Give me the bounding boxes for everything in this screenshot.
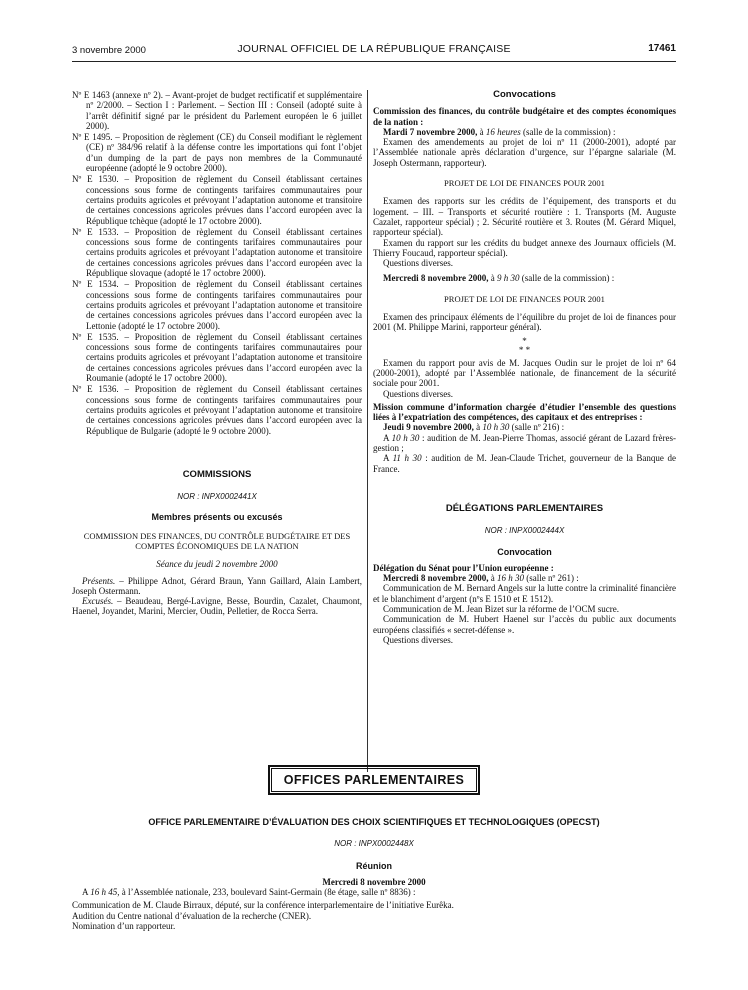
reunion-heading: Réunion <box>356 860 392 871</box>
left-column <box>72 90 362 617</box>
delegations-nor: NOR : INPX0002444X <box>484 526 565 536</box>
delegation-date: Mercredi 8 novembre 2000, <box>383 573 489 584</box>
mardi-a: à <box>477 126 486 137</box>
eu-document-item: Nº E 1530. – Proposition de règlement du Conseil établissant certaines concessions sous forme de contingents tarifaires communautaires pour certains produits agricoles et prévoyant l’adaptation autonome et transitoire de certaines concessions agricoles prévues dans l’accord européen avec la République tchèque (adopté le 17 octobre 2000). <box>72 174 362 226</box>
plf2-agenda: Examen des principaux éléments de l’équilibre du projet de loi de finances pour 2001 (M. Philippe Marini, rapporteur général). <box>373 312 676 333</box>
audition-1-prefix: A <box>383 432 392 443</box>
mercredi-room: (salle de la commission) : <box>519 273 615 284</box>
header-page-number: 17461 <box>648 43 676 54</box>
jeudi-time: 10 h 30 <box>482 422 510 433</box>
eu-document-item: Nº E 1535. – Proposition de règlement du Conseil établissant certaines concessions sous forme de contingents tarifaires communautaires pour certains produits agricoles et prévoyant l’adaptation autonome et transitoire de certaines concessions agricoles prévues dans l’accord européen avec la Roumanie (adopté le 17 octobre 2000). <box>72 331 362 384</box>
reunion-address: à l’Assemblée nationale, 233, boulevard Saint-Germain (8e étage, salle nº 8836) : <box>119 887 416 898</box>
opecst-section <box>72 817 676 931</box>
mardi-time: 16 heures <box>485 126 521 137</box>
header-date: 3 novembre 2000 <box>72 45 146 56</box>
plf1-agenda-2: Examen du rapport sur les crédits du budget annexe des Journaux officiels (M. Thierry Foucaud, rapporteur spécial). <box>373 237 676 258</box>
finance-commission-title: Commission des finances, du contrôle budgétaire et des comptes économiques de la nation : <box>373 106 676 127</box>
plf1-agenda-1: Examen des rapports sur les crédits de l’équipement, des transports et du logement. – III. – Transports et sécurité routière : 1. Transports (M. Auguste Cazalet, rapporteur spécial) ; 2. Sécurité routière et 3. Routes (M. Gérard Miquel, rapporteur spécial). <box>373 196 676 238</box>
communication-bizet: Communication de M. Jean Bizet sur la réforme de l’OCM sucre. <box>383 603 619 614</box>
offices-box <box>268 765 481 795</box>
mercredi-date: Mercredi 8 novembre 2000, <box>383 273 489 284</box>
opecst-agenda-2: Audition du Centre national d’évaluation de la recherche (CNER). <box>72 910 312 921</box>
opecst-nor: NOR : INPX0002448X <box>334 839 414 849</box>
audition-2-prefix: A <box>383 453 393 464</box>
delegation-session <box>373 573 676 583</box>
audition-1-time: 10 h 30 <box>391 432 420 443</box>
delegation-time: 16 h 30 <box>496 573 524 584</box>
presents-names: – Philippe Adnot, Gérard Braun, Yann Gaillard, Alain Lambert, Joseph Ostermann. <box>72 575 362 596</box>
delegations-heading: DÉLÉGATIONS PARLEMENTAIRES <box>445 502 604 514</box>
plf-heading-2: PROJET DE LOI DE FINANCES POUR 2001 <box>444 293 605 304</box>
presents-paragraph <box>72 576 362 597</box>
questions-diverses-2: Questions diverses. <box>383 388 453 399</box>
communication-haenel: Communication de M. Hubert Haenel sur l’accès du public aux documents européens classifiés « secret-défense ». <box>373 614 676 635</box>
mardi-agenda: Examen des amendements au projet de loi nº 11 (2000-2001), adopté par l’Assemblée nationale après déclaration d’urgence, sur l’épargne salariale (M. Joseph Ostermann, rapporteur). <box>373 137 676 168</box>
offices-heading: OFFICES PARLEMENTAIRES <box>271 768 478 792</box>
page-header <box>72 42 676 58</box>
jeudi-session <box>373 422 676 432</box>
eu-document-item: Nº E 1533. – Proposition de règlement du Conseil établissant certaines concessions sous forme de contingents tarifaires communautaires pour certains produits agricoles et prévoyant l’adaptation autonome et transitoire de certaines concessions agricoles prévues dans l’accord européen avec la République slovaque (adopté le 17 octobre 2000). <box>72 226 362 279</box>
questions-diverses-3: Questions diverses. <box>383 634 453 645</box>
questions-diverses-1: Questions diverses. <box>383 258 453 269</box>
excuses-label: Excusés. <box>82 596 114 607</box>
offices-banner <box>0 765 748 795</box>
convocation-heading: Convocation <box>497 546 552 557</box>
jeudi-date: Jeudi 9 novembre 2000, <box>383 422 474 433</box>
right-column <box>373 90 676 645</box>
eu-document-list <box>72 90 362 436</box>
eu-document-item: Nº E 1495. – Proposition de règlement (CE) du Conseil modifiant le règlement (CE) nº 384/96 relatif à la défense contre les importations qui font l’objet d’un dumping de la part de pays non membres de la Communauté européenne (adopté le 9 octobre 2000). <box>72 132 362 174</box>
delegation-room: (salle nº 261) : <box>523 573 579 584</box>
jeudi-a: à <box>473 422 483 433</box>
opecst-agenda-1: Communication de M. Claude Birraux, député, sur la conférence interparlementaire de l’initiative Eurêka. <box>72 900 454 911</box>
presents-label: Présents. <box>82 575 116 586</box>
mercredi-a: à <box>488 273 497 284</box>
convocations-heading: Convocations <box>493 89 556 100</box>
mardi-session <box>373 127 676 137</box>
opecst-agenda-3: Nomination d’un rapporteur. <box>72 921 176 932</box>
mercredi-time: 9 h 30 <box>496 273 520 284</box>
delegation-a: à <box>488 573 497 584</box>
header-rule <box>72 61 676 62</box>
reunion-location <box>72 887 676 897</box>
excuses-names: – Beaudeau, Bergé-Lavigne, Besse, Bourdin, Cazalet, Chaumont, Haenel, Joyandet, Marini, Mercier, Oudin, Pelletier, de Rocca Serra. <box>72 596 362 617</box>
jeudi-room: (salle nº 216) : <box>509 422 565 433</box>
mardi-room: (salle de la commission) : <box>520 126 616 137</box>
eu-document-item: Nº E 1536. – Proposition de règlement du Conseil établissant certaines concessions sous forme de contingents tarifaires communautaires pour certains produits agricoles et prévoyant l’adaptation autonome et transitoire de certaines concessions agricoles prévues dans l’accord européen avec la République de Bulgarie (adopté le 9 octobre 2000). <box>72 384 362 436</box>
seance-date: Séance du jeudi 2 novembre 2000 <box>156 559 278 570</box>
column-divider <box>367 90 368 772</box>
audition-2-time: 11 h 30 <box>392 453 422 464</box>
header-journal-title: JOURNAL OFFICIEL DE LA RÉPUBLIQUE FRANÇAISE <box>237 43 511 55</box>
mission-title: Mission commune d’information chargée d’étudier l’ensemble des questions liées à l’expatriation des compétences, des capitaux et des entreprises : <box>373 401 676 423</box>
separator-star-bottom: * * <box>518 344 531 355</box>
audition-2-text: : audition de M. Jean-Claude Trichet, gouverneur de la Banque de France. <box>373 453 676 474</box>
audition-2 <box>373 453 676 474</box>
excuses-paragraph <box>72 596 362 617</box>
oudin-agenda: Examen du rapport pour avis de M. Jacques Oudin sur le projet de loi nº 64 (2000-2001), adopté par l’Assemblée nationale, de financement de la sécurité sociale pour 2001. <box>373 357 676 389</box>
audition-1 <box>373 433 676 454</box>
commissions-nor: NOR : INPX0002441X <box>177 492 257 502</box>
mardi-date: Mardi 7 novembre 2000, <box>383 126 478 137</box>
delegation-title: Délégation du Sénat pour l’Union européenne : <box>373 562 554 573</box>
audition-1-text: : audition de M. Jean-Pierre Thomas, associé gérant de Lazard frères-gestion ; <box>373 432 676 454</box>
commission-name: COMMISSION DES FINANCES, DU CONTRÔLE BUDGÉTAIRE ET DES COMPTES ÉCONOMIQUES DE LA NATION <box>83 530 351 551</box>
commissions-subtitle: Membres présents ou excusés <box>151 512 283 523</box>
opecst-title: OFFICE PARLEMENTAIRE D’ÉVALUATION DES CHOIX SCIENTIFIQUES ET TECHNOLOGIQUES (OPECST) <box>148 817 600 827</box>
reunion-time: 16 h 45, <box>90 887 120 898</box>
plf-heading-1: PROJET DE LOI DE FINANCES POUR 2001 <box>444 178 605 189</box>
eu-document-item: Nº E 1534. – Proposition de règlement du Conseil établissant certaines concessions sous forme de contingents tarifaires communautaires pour certains produits agricoles et prévoyant l’adaptation autonome et transitoire de certaines concessions agricoles prévues dans l’accord européen avec la Lettonie (adopté le 17 octobre 2000). <box>72 279 362 331</box>
reunion-date: Mercredi 8 novembre 2000 <box>322 876 426 887</box>
communication-angels: Communication de M. Bernard Angels sur la lutte contre la criminalité financière et le blanchiment d’argent (nºs E 1510 et E 1512). <box>373 583 676 604</box>
mercredi-session <box>373 273 676 283</box>
eu-document-item: Nº E 1463 (annexe nº 2). – Avant-projet de budget rectificatif et supplémentaire nº 2/2000. – Section I : Parlement. – Section III : Conseil (adopté suite à l’arrêt définitif signé par le président du Parlement européen le 6 juillet 2000). <box>72 90 362 131</box>
reunion-prefix: A <box>82 887 91 898</box>
separator-star-top: * <box>522 335 527 346</box>
commissions-heading: COMMISSIONS <box>182 468 252 480</box>
